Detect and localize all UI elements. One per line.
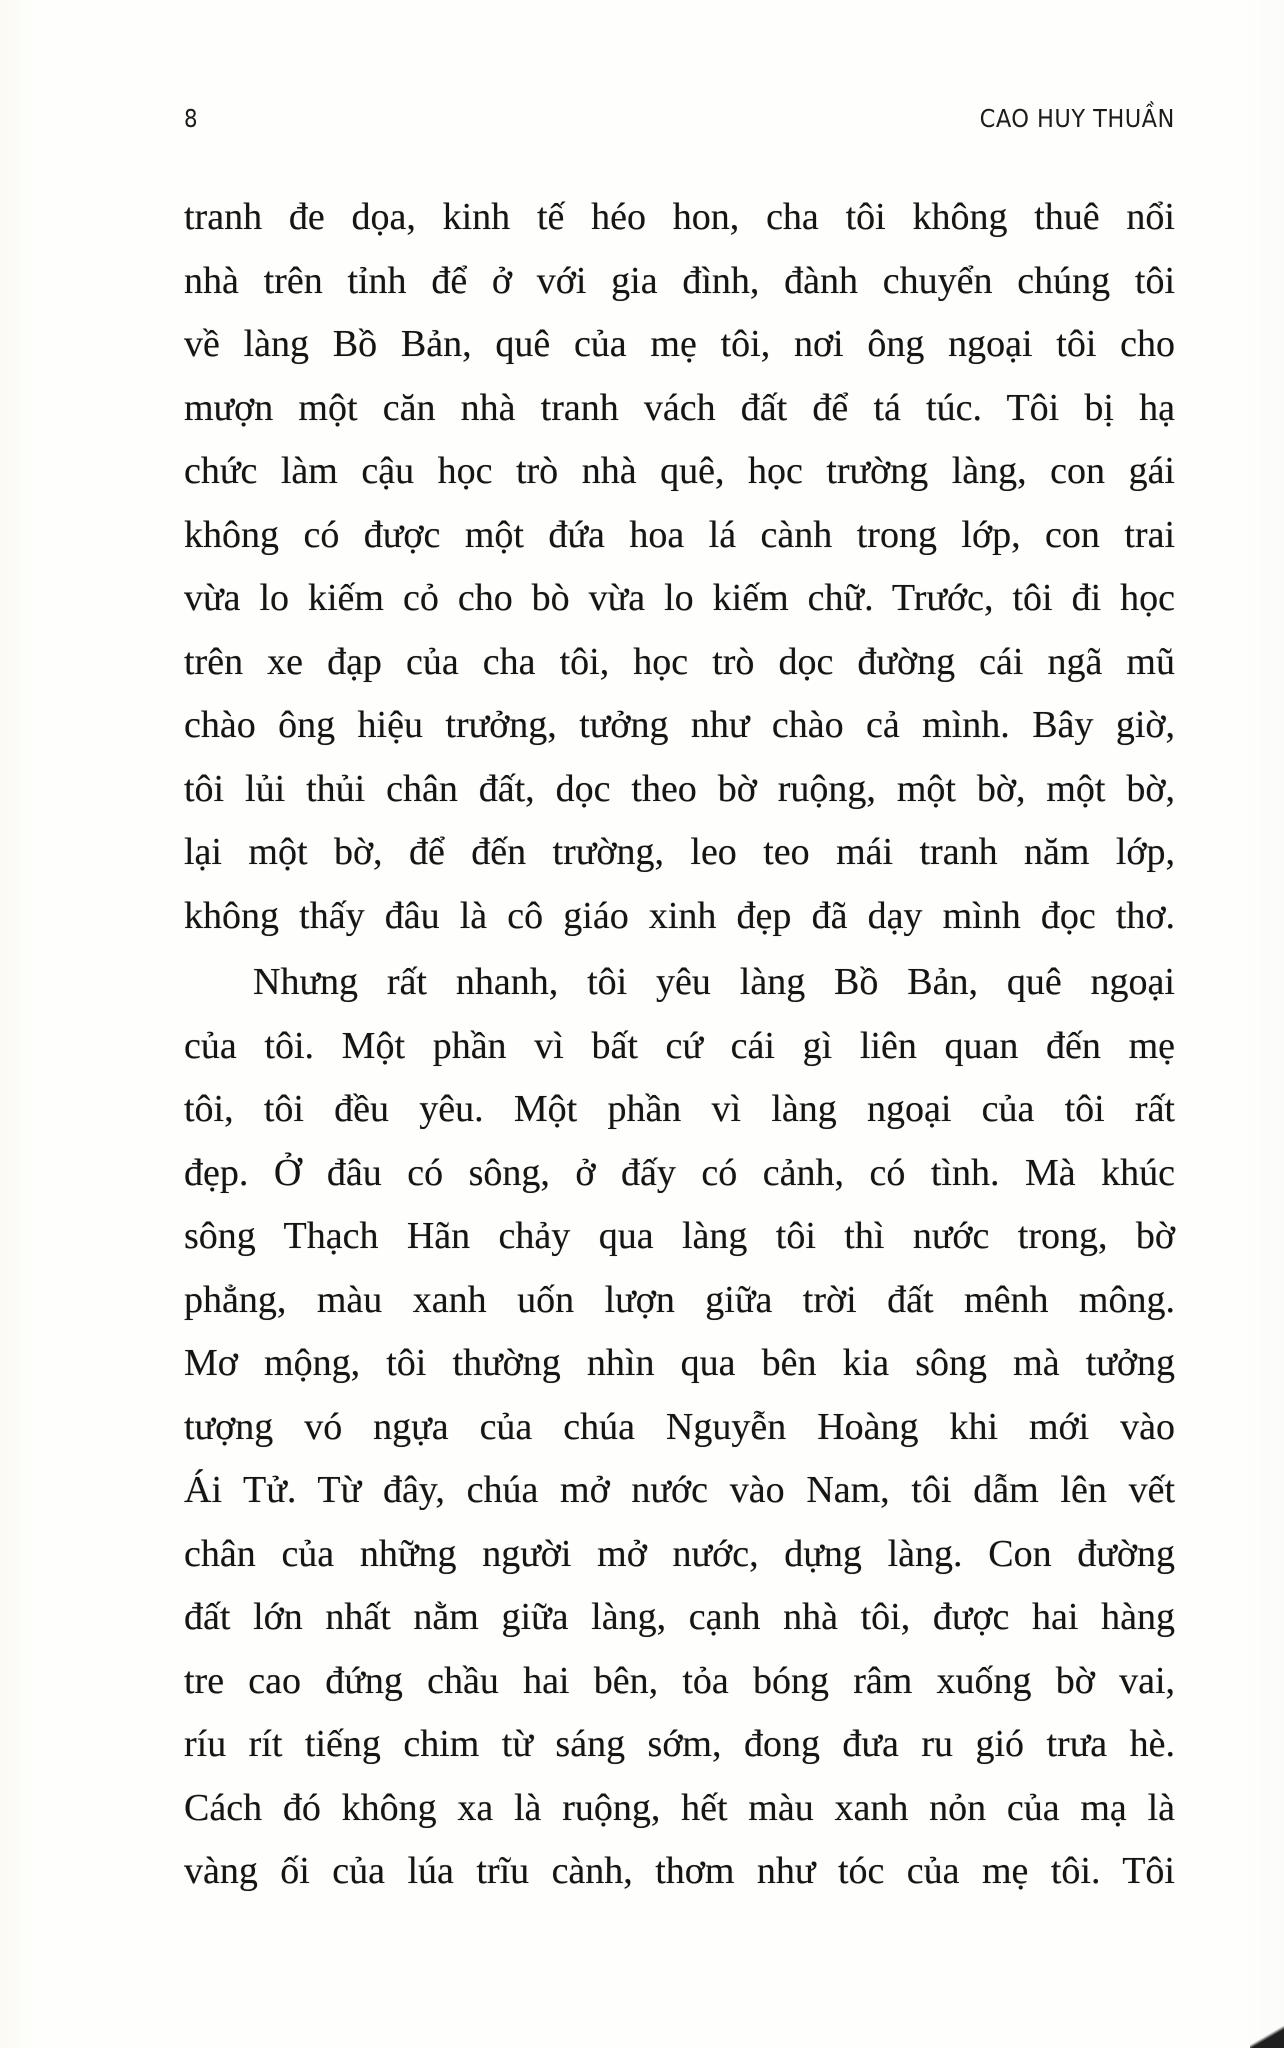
text-line: tượng vó ngựa của chúa Nguyễn Hoàng khi mới vào xyxy=(184,1405,1175,1448)
text-line: sông Thạch Hãn chảy qua làng tôi thì nước trong, bờ xyxy=(184,1215,1175,1257)
text-line: Cách đó không xa là ruộng, hết màu xanh nỏn của mạ là xyxy=(184,1786,1175,1829)
text-line: nhà trên tỉnh để ở với gia đình, đành chuyển chúng tôi xyxy=(184,259,1175,302)
text-line: tre cao đứng chầu hai bên, tỏa bóng râm xuống bờ vai, xyxy=(184,1659,1175,1702)
text-line: Ái Tử. Từ đây, chúa mở nước vào Nam, tôi dẫm lên vết xyxy=(184,1469,1175,1511)
text-line: vừa lo kiếm cỏ cho bò vừa lo kiếm chữ. Trước, tôi đi học xyxy=(184,577,1175,619)
paragraph-1 xyxy=(184,186,1175,948)
text-line: tranh đe dọa, kinh tế héo hon, cha tôi không thuê nổi xyxy=(184,196,1175,238)
text-line: mượn một căn nhà tranh vách đất để tá túc. Tôi bị hạ xyxy=(184,386,1175,429)
text-line: phẳng, màu xanh uốn lượn giữa trời đất mênh mông. xyxy=(184,1278,1175,1321)
body-text xyxy=(184,186,1175,1904)
page-number: 8 xyxy=(184,104,198,133)
paragraph-2 xyxy=(184,951,1175,1904)
text-line: không thấy đâu là cô giáo xinh đẹp đã dạy mình đọc thơ. xyxy=(184,894,1175,937)
author-name: CAO HUY THUẦN xyxy=(979,104,1175,133)
text-line: ríu rít tiếng chim từ sáng sớm, đong đưa ru gió trưa hè. xyxy=(184,1723,1175,1765)
text-line: đất lớn nhất nằm giữa làng, cạnh nhà tôi, được hai hàng xyxy=(184,1596,1175,1638)
text-line: đẹp. Ở đâu có sông, ở đấy có cảnh, có tình. Mà khúc xyxy=(184,1151,1175,1194)
text-line: chức làm cậu học trò nhà quê, học trường làng, con gái xyxy=(184,450,1175,492)
text-line-indented: Nhưng rất nhanh, tôi yêu làng Bồ Bản, quê ngoại xyxy=(253,961,1175,1003)
text-line: Mơ mộng, tôi thường nhìn qua bên kia sông mà tưởng xyxy=(184,1342,1175,1384)
text-line: tôi lủi thủi chân đất, dọc theo bờ ruộng, một bờ, một bờ, xyxy=(184,767,1175,810)
text-line: trên xe đạp của cha tôi, học trò dọc đường cái ngã mũ xyxy=(184,640,1175,683)
running-header xyxy=(184,104,1175,140)
text-line: của tôi. Một phần vì bất cứ cái gì liên quan đến mẹ xyxy=(184,1024,1175,1067)
text-line: lại một bờ, để đến trường, leo teo mái tranh năm lớp, xyxy=(184,831,1175,873)
text-line: tôi, tôi đều yêu. Một phần vì làng ngoại của tôi rất xyxy=(184,1088,1175,1130)
text-line: chào ông hiệu trưởng, tưởng như chào cả mình. Bây giờ, xyxy=(184,704,1175,746)
text-line: về làng Bồ Bản, quê của mẹ tôi, nơi ông ngoại tôi cho xyxy=(184,323,1175,365)
text-line: không có được một đứa hoa lá cành trong lớp, con trai xyxy=(184,513,1175,556)
text-line: vàng ối của lúa trĩu cành, thơm như tóc của mẹ tôi. Tôi xyxy=(184,1850,1175,1892)
text-line: chân của những người mở nước, dựng làng. Con đường xyxy=(184,1532,1175,1575)
page-corner-shadow xyxy=(1250,2026,1284,2048)
